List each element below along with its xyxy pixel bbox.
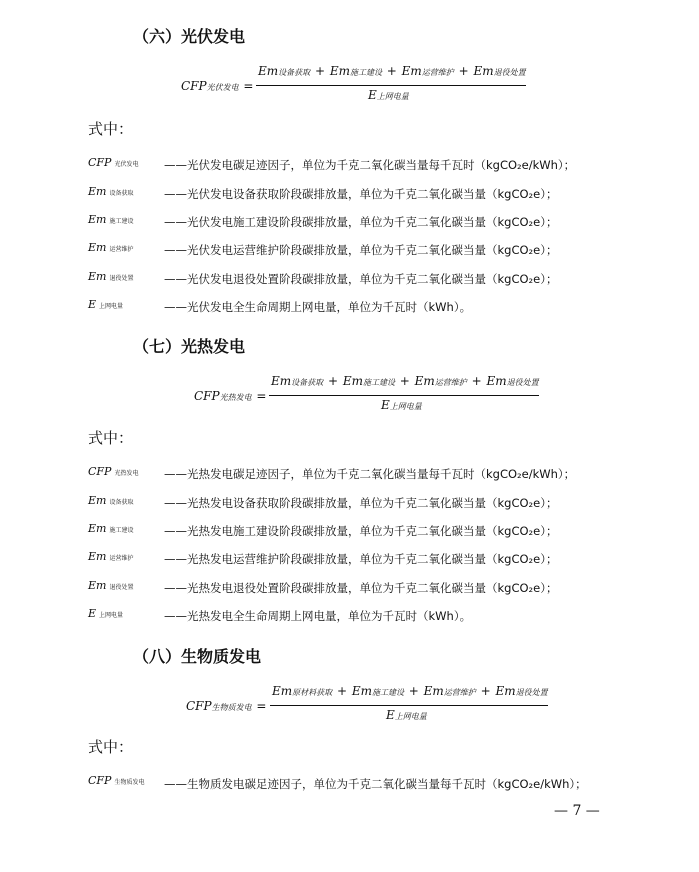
num-term-symbol: Em [329, 64, 350, 78]
num-term-symbol: Em [401, 64, 422, 78]
num-term-symbol: Em [423, 684, 444, 698]
def-symbol-subscript: 设备获取 [109, 190, 134, 197]
shizhong-label-7: 式中： [88, 429, 134, 447]
den-symbol: E [381, 398, 390, 412]
num-term-symbol: Em [342, 374, 363, 388]
def-symbol-subscript: 运营维护 [109, 246, 134, 253]
def-text: ——光热发电全生命周期上网电量，单位为千瓦时（kWh）。 [164, 609, 472, 623]
formula-lhs-subscript: 光热发电 [219, 393, 252, 402]
def-symbol-main: E [88, 607, 97, 620]
def-text: ——光伏发电运营维护阶段碳排放量，单位为千克二氧化碳当量（kgCO₂e）； [164, 243, 558, 257]
def-text: ——光伏发电施工建设阶段碳排放量，单位为千克二氧化碳当量（kgCO₂e）； [164, 215, 558, 229]
def-symbol [88, 579, 133, 592]
num-term-symbol: Em [271, 374, 292, 388]
def-text: ——光热发电设备获取阶段碳排放量，单位为千克二氧化碳当量（kgCO₂e）； [164, 496, 558, 510]
def-symbol-main: CFP [88, 156, 112, 169]
def-text: ——生物质发电碳足迹因子，单位为千克二氧化碳当量每千瓦时（kgCO₂e/kWh）； [164, 777, 587, 791]
def-symbol-main: Em [88, 185, 107, 198]
num-term-subscript: 设备获取 [291, 378, 324, 387]
def-symbol [88, 241, 133, 254]
def-symbol-main: Em [88, 579, 107, 592]
formula-lhs-7: CFP光热发电 = [194, 389, 267, 403]
section-heading-7: （七）光热发电 [133, 337, 246, 356]
num-term-subscript: 施工建设 [362, 378, 395, 387]
def-symbol [88, 607, 123, 620]
def-symbol [88, 270, 133, 283]
formula-denominator-7 [381, 398, 422, 412]
def-text: ——光伏发电碳足迹因子，单位为千克二氧化碳当量每千瓦时（kgCO₂e/kWh）； [164, 158, 576, 172]
section-heading-6: （六）光伏发电 [133, 27, 246, 46]
formula-lhs-8: CFP生物质发电 = [186, 699, 267, 713]
def-symbol [88, 185, 133, 198]
def-symbol-main: E [88, 298, 97, 311]
fraction-bar-6 [256, 85, 526, 86]
num-term-subscript: 原材料获取 [292, 688, 333, 697]
formula-lhs-subscript: 光伏发电 [206, 83, 239, 92]
def-symbol-subscript: 生物质发电 [114, 779, 145, 786]
formula-lhs-symbol: CFP [181, 79, 207, 93]
def-symbol-subscript: 上网电量 [99, 303, 124, 310]
def-symbol-subscript: 退役处置 [109, 584, 134, 591]
def-symbol-main: Em [88, 241, 107, 254]
formula-lhs-symbol: CFP [194, 389, 220, 403]
formula-denominator-6 [368, 88, 409, 102]
num-term-symbol: Em [414, 374, 435, 388]
def-symbol-main: Em [88, 522, 107, 535]
num-term-subscript: 运营维护 [443, 688, 476, 697]
section-heading-8: （八）生物质发电 [133, 647, 262, 666]
formula-lhs-6: CFP光伏发电 = [181, 79, 254, 93]
def-symbol-subscript: 施工建设 [109, 218, 134, 225]
num-term-symbol: Em [486, 374, 507, 388]
fraction-bar-7 [269, 395, 539, 396]
num-term-subscript: 运营维护 [421, 68, 454, 77]
def-symbol [88, 522, 133, 535]
num-term-subscript: 设备获取 [278, 68, 311, 77]
num-term-subscript: 退役处置 [515, 688, 548, 697]
def-symbol-main: Em [88, 494, 107, 507]
def-symbol-subscript: 光热发电 [114, 470, 139, 477]
def-symbol [88, 465, 138, 478]
shizhong-label-8: 式中： [88, 738, 134, 756]
def-symbol-subscript: 施工建设 [109, 527, 134, 534]
den-symbol: E [386, 708, 395, 722]
num-term-symbol: Em [351, 684, 372, 698]
num-term-subscript: 施工建设 [371, 688, 404, 697]
den-subscript: 上网电量 [394, 712, 427, 721]
formula-denominator-8 [386, 708, 427, 722]
shizhong-label-6: 式中： [88, 120, 134, 138]
num-term-symbol: Em [272, 684, 293, 698]
num-term-subscript: 施工建设 [349, 68, 382, 77]
den-subscript: 上网电量 [389, 402, 422, 411]
def-symbol [88, 156, 138, 169]
def-symbol [88, 494, 133, 507]
def-symbol [88, 550, 133, 563]
def-text: ——光伏发电全生命周期上网电量，单位为千瓦时（kWh）。 [164, 300, 472, 314]
def-symbol-main: Em [88, 270, 107, 283]
def-symbol-main: Em [88, 550, 107, 563]
den-symbol: E [368, 88, 377, 102]
def-symbol-subscript: 设备获取 [109, 499, 134, 506]
def-symbol-subscript: 退役处置 [109, 275, 134, 282]
formula-lhs-symbol: CFP [186, 699, 212, 713]
def-text: ——光伏发电设备获取阶段碳排放量，单位为千克二氧化碳当量（kgCO₂e）； [164, 187, 558, 201]
den-subscript: 上网电量 [376, 92, 409, 101]
def-text: ——光热发电施工建设阶段碳排放量，单位为千克二氧化碳当量（kgCO₂e）； [164, 524, 558, 538]
formula-numerator-6: Em设备获取 + Em施工建设 + Em运营维护 + Em退役处置 [258, 64, 526, 78]
def-text: ——光伏发电退役处置阶段碳排放量，单位为千克二氧化碳当量（kgCO₂e）； [164, 272, 558, 286]
formula-numerator-8: Em原材料获取 + Em施工建设 + Em运营维护 + Em退役处置 [272, 684, 548, 698]
def-symbol [88, 213, 133, 226]
num-term-subscript: 退役处置 [506, 378, 539, 387]
fraction-bar-8 [270, 705, 548, 706]
formula-lhs-subscript: 生物质发电 [211, 703, 252, 712]
page-number: — 7 — [554, 803, 600, 819]
formula-numerator-7: Em设备获取 + Em施工建设 + Em运营维护 + Em退役处置 [271, 374, 539, 388]
def-symbol-subscript: 运营维护 [109, 555, 134, 562]
def-symbol-main: Em [88, 213, 107, 226]
num-term-symbol: Em [258, 64, 279, 78]
def-symbol-subscript: 上网电量 [99, 612, 124, 619]
def-symbol-subscript: 光伏发电 [114, 161, 139, 168]
def-symbol [88, 774, 144, 787]
def-symbol-main: CFP [88, 774, 112, 787]
num-term-symbol: Em [473, 64, 494, 78]
def-symbol [88, 298, 123, 311]
def-text: ——光热发电退役处置阶段碳排放量，单位为千克二氧化碳当量（kgCO₂e）； [164, 581, 558, 595]
def-text: ——光热发电运营维护阶段碳排放量，单位为千克二氧化碳当量（kgCO₂e）； [164, 552, 558, 566]
num-term-symbol: Em [495, 684, 516, 698]
num-term-subscript: 退役处置 [493, 68, 526, 77]
def-symbol-main: CFP [88, 465, 112, 478]
def-text: ——光热发电碳足迹因子，单位为千克二氧化碳当量每千瓦时（kgCO₂e/kWh）； [164, 467, 576, 481]
num-term-subscript: 运营维护 [434, 378, 467, 387]
